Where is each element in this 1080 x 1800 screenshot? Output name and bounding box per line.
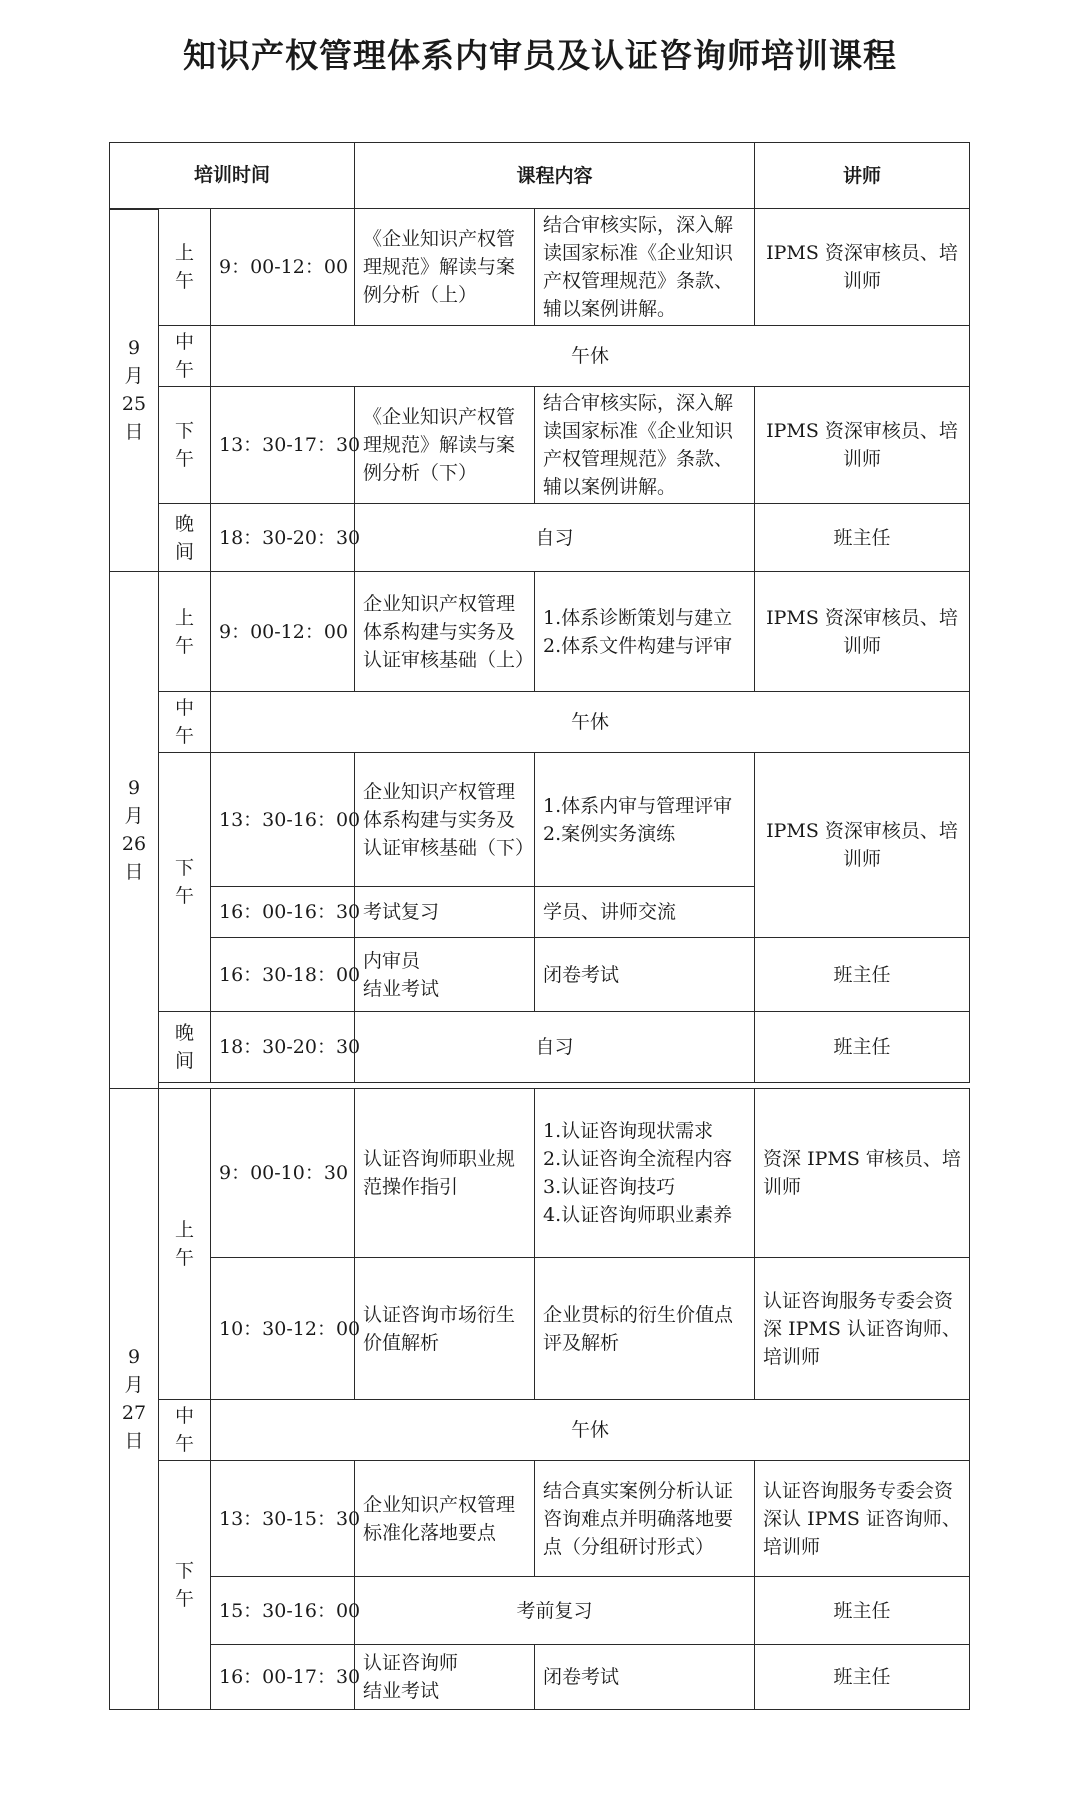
lecturer-cell: 班主任 [755, 504, 970, 572]
header-time: 培训时间 [110, 143, 355, 209]
period-cell: 中 午 [159, 326, 211, 387]
table-row [110, 692, 970, 753]
lecturer-cell: 认证咨询服务专委会资深认 IPMS 证咨询师、培训师 [755, 1461, 970, 1577]
detail-cell: 结合审核实际，深入解读国家标准《企业知识产权管理规范》条款、辅以案例讲解。 [535, 209, 755, 326]
course-cell: 《企业知识产权管理规范》解读与案例分析（上） [355, 209, 535, 326]
page-title: 知识产权管理体系内审员及认证咨询师培训课程 [183, 36, 897, 75]
time-cell: 13：30-15：30 [211, 1461, 355, 1577]
lecturer-cell: IPMS 资深审核员、培训师 [755, 753, 970, 938]
schedule-table [109, 142, 970, 1710]
content-cell: 自习 [355, 504, 755, 572]
lecturer-cell: 认证咨询服务专委会资深 IPMS 认证咨询师、培训师 [755, 1258, 970, 1400]
lunch-break-cell: 午休 [211, 326, 970, 387]
course-cell: 认证咨询市场衍生价值解析 [355, 1258, 535, 1400]
table-row [110, 1461, 970, 1577]
detail-cell: 1.认证咨询现状需求 2.认证咨询全流程内容 3.认证咨询技巧 4.认证咨询师职业素养 [535, 1089, 755, 1258]
content-cell: 自习 [355, 1012, 755, 1083]
time-cell: 9：00-12：00 [211, 572, 355, 692]
course-cell: 企业知识产权管理标准化落地要点 [355, 1461, 535, 1577]
lunch-break-cell: 午休 [211, 1400, 970, 1461]
time-cell: 18：30-20：30 [211, 504, 355, 572]
detail-cell: 结合真实案例分析认证咨询难点并明确落地要点（分组研讨形式） [535, 1461, 755, 1577]
date-cell: 9 月 26 日 [110, 572, 159, 1089]
lecturer-cell: IPMS 资深审核员、培训师 [755, 209, 970, 326]
table-row [110, 938, 970, 1012]
table-row [110, 209, 970, 326]
table-row [110, 1645, 970, 1710]
period-cell: 上 午 [159, 209, 211, 326]
time-cell: 16：00-17：30 [211, 1645, 355, 1710]
period-cell: 下 午 [159, 753, 211, 1012]
lecturer-cell: IPMS 资深审核员、培训师 [755, 387, 970, 504]
lecturer-cell: 班主任 [755, 1645, 970, 1710]
detail-cell: 1.体系内审与管理评审 2.案例实务演练 [535, 753, 755, 887]
table-row [110, 1400, 970, 1461]
content-cell: 考前复习 [355, 1577, 755, 1645]
table-row [110, 572, 970, 692]
header-lecturer: 讲师 [755, 143, 970, 209]
period-cell: 晚 间 [159, 1012, 211, 1083]
lunch-break-cell: 午休 [211, 692, 970, 753]
lecturer-cell: 班主任 [755, 1577, 970, 1645]
header-content: 课程内容 [355, 143, 755, 209]
table-row [110, 1012, 970, 1083]
course-cell: 《企业知识产权管理规范》解读与案例分析（下） [355, 387, 535, 504]
table-row [110, 753, 970, 887]
lecturer-cell: 班主任 [755, 1012, 970, 1083]
course-cell: 考试复习 [355, 887, 535, 938]
date-cell: 9 月 27 日 [110, 1089, 159, 1710]
detail-cell: 结合审核实际，深入解读国家标准《企业知识产权管理规范》条款、辅以案例讲解。 [535, 387, 755, 504]
detail-cell: 企业贯标的衍生价值点评及解析 [535, 1258, 755, 1400]
date-cell: 9 月 25 日 [110, 209, 159, 572]
time-cell: 9：00-10：30 [211, 1089, 355, 1258]
course-cell: 内审员 结业考试 [355, 938, 535, 1012]
table-row [110, 326, 970, 387]
course-cell: 企业知识产权管理体系构建与实务及认证审核基础（下） [355, 753, 535, 887]
period-cell: 中 午 [159, 692, 211, 753]
course-cell: 认证咨询师职业规范操作指引 [355, 1089, 535, 1258]
period-cell: 上 午 [159, 572, 211, 692]
period-cell: 上 午 [159, 1089, 211, 1400]
period-cell: 晚 间 [159, 504, 211, 572]
table-header-row [110, 143, 970, 209]
time-cell: 18：30-20：30 [211, 1012, 355, 1083]
table-row [110, 1577, 970, 1645]
period-cell: 下 午 [159, 1461, 211, 1710]
detail-cell: 闭卷考试 [535, 1645, 755, 1710]
detail-cell: 学员、讲师交流 [535, 887, 755, 938]
time-cell: 16：00-16：30 [211, 887, 355, 938]
time-cell: 13：30-17：30 [211, 387, 355, 504]
detail-cell: 1.体系诊断策划与建立 2.体系文件构建与评审 [535, 572, 755, 692]
course-cell: 认证咨询师 结业考试 [355, 1645, 535, 1710]
time-cell: 10：30-12：00 [211, 1258, 355, 1400]
time-cell: 16：30-18：00 [211, 938, 355, 1012]
detail-cell: 闭卷考试 [535, 938, 755, 1012]
time-cell: 9：00-12：00 [211, 209, 355, 326]
lecturer-cell: IPMS 资深审核员、培训师 [755, 572, 970, 692]
table-row [110, 504, 970, 572]
course-cell: 企业知识产权管理体系构建与实务及认证审核基础（上） [355, 572, 535, 692]
time-cell: 15：30-16：00 [211, 1577, 355, 1645]
time-cell: 13：30-16：00 [211, 753, 355, 887]
period-cell: 中 午 [159, 1400, 211, 1461]
period-cell: 下 午 [159, 387, 211, 504]
table-row [110, 1089, 970, 1258]
table-row [110, 1258, 970, 1400]
lecturer-cell: 班主任 [755, 938, 970, 1012]
lecturer-cell: 资深 IPMS 审核员、培训师 [755, 1089, 970, 1258]
table-row [110, 387, 970, 504]
